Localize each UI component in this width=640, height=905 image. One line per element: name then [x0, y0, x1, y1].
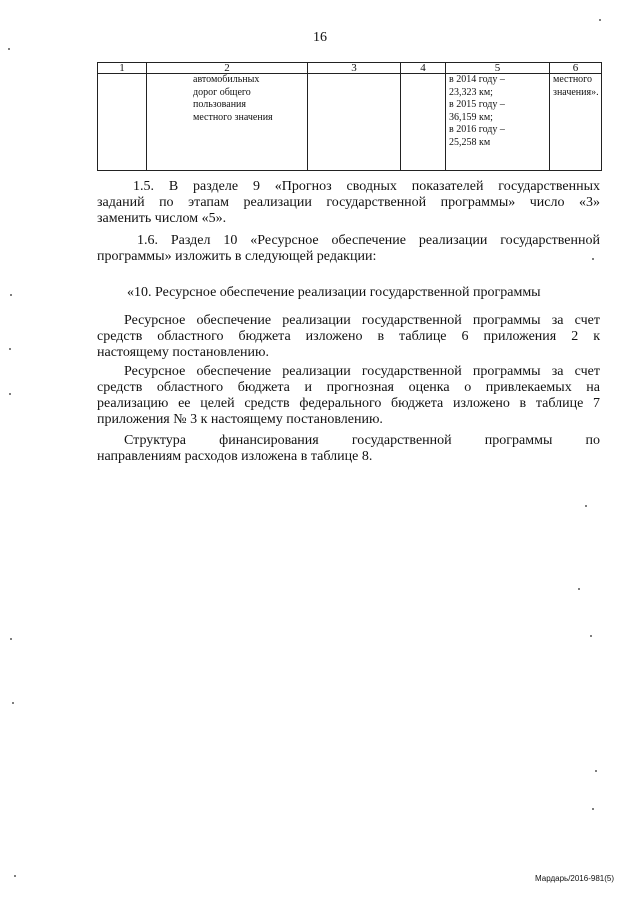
scan-speck [8, 48, 10, 50]
paragraph-line: заданий по этапам реализации государственной программы» число «3» [97, 195, 600, 210]
scan-speck [595, 770, 597, 772]
cell-text-line: в 2015 году – [449, 99, 505, 110]
scan-speck [592, 808, 594, 810]
table-cell-col4 [401, 74, 446, 171]
paragraph-line: приложения № 3 к настоящему постановлению. [97, 412, 383, 427]
scan-speck [9, 348, 11, 350]
cell-text-line: в 2014 году – [449, 74, 505, 85]
cell-text-line: 23,323 км; [449, 86, 493, 98]
table-header-cell: 4 [401, 63, 446, 74]
section-heading: «10. Ресурсное обеспечение реализации государственной программы [127, 285, 541, 300]
scan-speck [585, 505, 587, 507]
table-header-cell: 5 [446, 63, 550, 74]
table-cell-col2 [147, 74, 308, 171]
scan-speck [599, 19, 601, 21]
table-header-cell: 1 [98, 63, 147, 74]
paragraph-line: программы» изложить в следующей редакции: [97, 249, 377, 264]
scan-speck [10, 294, 12, 296]
scan-speck [9, 393, 11, 395]
paragraph-line: 1.6. Раздел 10 «Ресурсное обеспечение реализации государственной [137, 233, 600, 248]
scan-speck [12, 702, 14, 704]
paragraph-line: средств областного бюджета и прогнозная оценка о привлекаемых на [97, 380, 600, 395]
scan-speck [10, 638, 12, 640]
page-number: 16 [313, 30, 327, 45]
paragraph-line: заменить числом «5». [97, 211, 227, 226]
cell-text-line: автомобильных [193, 74, 260, 85]
cell-text-line: пользования [193, 99, 246, 110]
paragraph-line: Структура финансирования государственной программы по [124, 433, 600, 448]
table-cell-col6 [550, 74, 602, 171]
table-cell-col1 [98, 74, 147, 171]
cell-text-line: значения». [553, 86, 599, 98]
scan-speck [578, 588, 580, 590]
table-row [98, 74, 602, 171]
paragraph-1-6 [97, 233, 600, 265]
cell-text-line: 36,159 км; [449, 111, 493, 123]
scan-speck [592, 258, 594, 260]
paragraph-line: Ресурсное обеспечение реализации государственной программы за счет [124, 364, 600, 379]
paragraph-line: средств областного бюджета изложено в таблице 6 приложения 2 к [97, 329, 600, 344]
table-header-cell: 2 [147, 63, 308, 74]
body-paragraph-3 [97, 433, 600, 465]
document-code: Мардарь/2016-981(5) [534, 874, 614, 883]
body-paragraph-1 [97, 313, 600, 361]
table-cell-col3 [308, 74, 401, 171]
paragraph-line: реализацию ее целей средств федерального бюджета изложено в таблице 7 [97, 396, 600, 411]
paragraph-line: направлениям расходов изложена в таблице 8. [97, 449, 373, 464]
paragraph-line: Ресурсное обеспечение реализации государственной программы за счет [124, 313, 600, 328]
paragraph-1-5 [97, 179, 600, 227]
table-header-row [98, 63, 602, 74]
scan-speck [14, 875, 16, 877]
continuation-table [97, 62, 602, 171]
cell-text-line: местного [553, 74, 593, 85]
scan-speck [590, 635, 592, 637]
paragraph-line: настоящему постановлению. [97, 345, 269, 360]
cell-text-line: в 2016 году – [449, 124, 505, 135]
table-header-cell: 3 [308, 63, 401, 74]
cell-text-line: дорог общего [193, 86, 251, 98]
table-header-cell: 6 [550, 63, 602, 74]
body-paragraph-2 [97, 364, 600, 428]
paragraph-line: 1.5. В разделе 9 «Прогноз сводных показателей государственных [133, 179, 600, 194]
cell-text-line: местного значения [193, 111, 273, 123]
cell-text-line: 25,258 км [449, 136, 491, 148]
table-cell-col5 [446, 74, 550, 171]
